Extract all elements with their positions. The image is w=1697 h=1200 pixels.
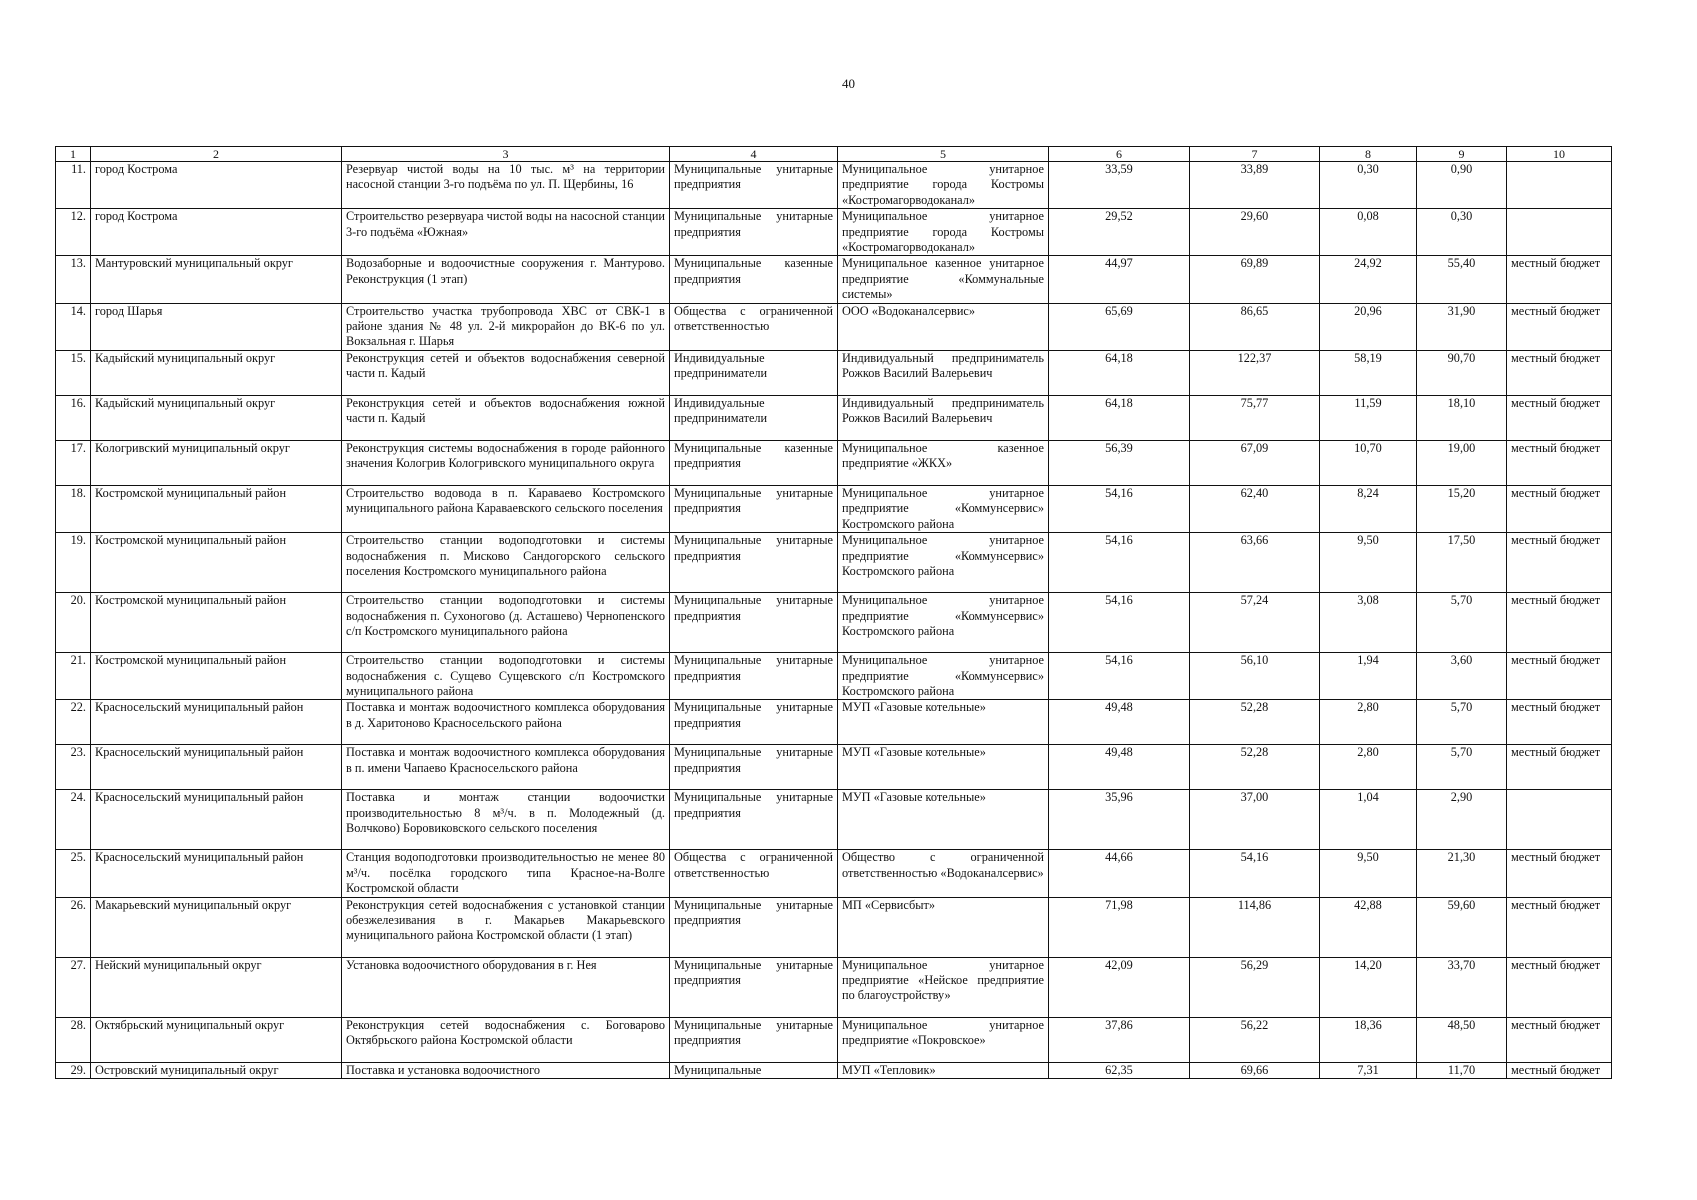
territory-cell: город Кострома (91, 209, 342, 256)
row-number-cell: 29. (56, 1062, 91, 1078)
operator-cell: Муниципальное унитарное предприятие «Коммунсервис» Костромского района (838, 533, 1049, 593)
value-col6-cell: 33,59 (1049, 162, 1190, 209)
value-col9-cell: 55,40 (1417, 256, 1507, 303)
project-cell: Реконструкция системы водоснабжения в городе районного значения Кологрив Кологривского муниципального округа (342, 440, 670, 485)
project-cell: Строительство водовода в п. Караваево Костромского муниципального района Караваевского сельского поселения (342, 485, 670, 532)
org-type-cell: Муниципальные унитарные предприятия (670, 957, 838, 1017)
value-col8-cell: 20,96 (1320, 303, 1417, 350)
row-number-cell: 14. (56, 303, 91, 350)
row-number-cell: 11. (56, 162, 91, 209)
org-type-cell: Муниципальные унитарные предприятия (670, 790, 838, 850)
org-type-cell: Муниципальные унитарные предприятия (670, 209, 838, 256)
operator-cell: МУП «Тепловик» (838, 1062, 1049, 1078)
table-row (56, 593, 1612, 653)
value-col8-cell: 11,59 (1320, 395, 1417, 440)
table-row (56, 395, 1612, 440)
funding-source-cell: местный бюджет (1507, 745, 1612, 790)
funding-source-cell (1507, 209, 1612, 256)
territory-cell: Кологривский муниципальный округ (91, 440, 342, 485)
value-col7-cell: 52,28 (1190, 700, 1320, 745)
row-number-cell: 22. (56, 700, 91, 745)
operator-cell: Муниципальное унитарное предприятие «Нейское предприятие по благоустройству» (838, 957, 1049, 1017)
project-cell: Поставка и монтаж станции водоочистки производительностью 8 м³/ч. в п. Молодежный (д. Волчково) Боровиковского сельского поселения (342, 790, 670, 850)
row-number-cell: 16. (56, 395, 91, 440)
value-col6-cell: 64,18 (1049, 350, 1190, 395)
value-col7-cell: 114,86 (1190, 897, 1320, 957)
operator-cell: Муниципальное унитарное предприятие «Коммунсервис» Костромского района (838, 593, 1049, 653)
funding-source-cell (1507, 162, 1612, 209)
value-col8-cell: 18,36 (1320, 1017, 1417, 1062)
funding-source-cell: местный бюджет (1507, 395, 1612, 440)
value-col8-cell: 2,80 (1320, 745, 1417, 790)
project-cell: Реконструкция сетей водоснабжения с установкой станции обезжелезивания в г. Макарьев Макарьевского муниципального района Костромской области (1 этап) (342, 897, 670, 957)
table-row (56, 1017, 1612, 1062)
operator-cell: МУП «Газовые котельные» (838, 700, 1049, 745)
row-number-cell: 26. (56, 897, 91, 957)
project-cell: Станция водоподготовки производительностью не менее 80 м³/ч. посёлка городского типа Красное-на-Волге Костромской области (342, 850, 670, 897)
table-row (56, 700, 1612, 745)
territory-cell: город Шарья (91, 303, 342, 350)
value-col7-cell: 86,65 (1190, 303, 1320, 350)
funding-source-cell: местный бюджет (1507, 440, 1612, 485)
operator-cell: МУП «Газовые котельные» (838, 790, 1049, 850)
value-col9-cell: 15,20 (1417, 485, 1507, 532)
value-col6-cell: 54,16 (1049, 653, 1190, 700)
column-header: 10 (1507, 147, 1612, 162)
territory-cell: Кадыйский муниципальный округ (91, 350, 342, 395)
operator-cell: Муниципальное унитарное предприятие «Коммунсервис» Костромского района (838, 485, 1049, 532)
org-type-cell: Муниципальные унитарные предприятия (670, 653, 838, 700)
value-col9-cell: 17,50 (1417, 533, 1507, 593)
column-header: 4 (670, 147, 838, 162)
value-col7-cell: 56,22 (1190, 1017, 1320, 1062)
operator-cell: Муниципальное унитарное предприятие города Костромы «Костромагорводоканал» (838, 209, 1049, 256)
operator-cell: Индивидуальный предприниматель Рожков Василий Валерьевич (838, 395, 1049, 440)
table-row (56, 209, 1612, 256)
column-header: 3 (342, 147, 670, 162)
territory-cell: Красносельский муниципальный район (91, 850, 342, 897)
page-number: 40 (842, 76, 855, 91)
operator-cell: Муниципальное унитарное предприятие города Костромы «Костромагорводоканал» (838, 162, 1049, 209)
table-body (56, 162, 1612, 1079)
project-cell: Строительство резервуара чистой воды на насосной станции 3-го подъёма «Южная» (342, 209, 670, 256)
value-col9-cell: 5,70 (1417, 700, 1507, 745)
value-col8-cell: 9,50 (1320, 533, 1417, 593)
org-type-cell: Муниципальные (670, 1062, 838, 1078)
operator-cell: Муниципальное казенное предприятие «ЖКХ» (838, 440, 1049, 485)
value-col6-cell: 42,09 (1049, 957, 1190, 1017)
operator-cell: МУП «Газовые котельные» (838, 745, 1049, 790)
org-type-cell: Муниципальные унитарные предприятия (670, 485, 838, 532)
row-number-cell: 23. (56, 745, 91, 790)
territory-cell: Красносельский муниципальный район (91, 790, 342, 850)
row-number-cell: 17. (56, 440, 91, 485)
org-type-cell: Муниципальные унитарные предприятия (670, 745, 838, 790)
table-row (56, 850, 1612, 897)
value-col9-cell: 5,70 (1417, 745, 1507, 790)
value-col6-cell: 49,48 (1049, 745, 1190, 790)
column-header: 1 (56, 147, 91, 162)
org-type-cell: Муниципальные унитарные предприятия (670, 1017, 838, 1062)
value-col9-cell: 0,90 (1417, 162, 1507, 209)
project-cell: Реконструкция сетей водоснабжения с. Боговарово Октябрьского района Костромской области (342, 1017, 670, 1062)
project-cell: Строительство станции водоподготовки и системы водоснабжения п. Сухоногово (д. Асташево) Чернопенского с/п Костромского муниципального района (342, 593, 670, 653)
value-col7-cell: 67,09 (1190, 440, 1320, 485)
funding-source-cell: местный бюджет (1507, 897, 1612, 957)
funding-source-cell: местный бюджет (1507, 957, 1612, 1017)
column-header: 5 (838, 147, 1049, 162)
value-col8-cell: 7,31 (1320, 1062, 1417, 1078)
org-type-cell: Муниципальные унитарные предприятия (670, 897, 838, 957)
value-col7-cell: 57,24 (1190, 593, 1320, 653)
funding-source-cell: местный бюджет (1507, 303, 1612, 350)
operator-cell: Общество с ограниченной ответственностью «Водоканалсервис» (838, 850, 1049, 897)
value-col9-cell: 59,60 (1417, 897, 1507, 957)
territory-cell: Нейский муниципальный округ (91, 957, 342, 1017)
project-cell: Реконструкция сетей и объектов водоснабжения северной части п. Кадый (342, 350, 670, 395)
header-row (56, 147, 1612, 162)
value-col6-cell: 49,48 (1049, 700, 1190, 745)
value-col8-cell: 2,80 (1320, 700, 1417, 745)
value-col7-cell: 56,29 (1190, 957, 1320, 1017)
project-cell: Резервуар чистой воды на 10 тыс. м³ на территории насосной станции 3-го подъёма по ул. П. Щербины, 16 (342, 162, 670, 209)
table-row (56, 790, 1612, 850)
value-col8-cell: 58,19 (1320, 350, 1417, 395)
row-number-cell: 13. (56, 256, 91, 303)
value-col7-cell: 29,60 (1190, 209, 1320, 256)
value-col7-cell: 69,66 (1190, 1062, 1320, 1078)
column-header: 6 (1049, 147, 1190, 162)
value-col9-cell: 21,30 (1417, 850, 1507, 897)
value-col6-cell: 56,39 (1049, 440, 1190, 485)
funding-source-cell: местный бюджет (1507, 700, 1612, 745)
funding-source-cell: местный бюджет (1507, 850, 1612, 897)
value-col9-cell: 18,10 (1417, 395, 1507, 440)
value-col8-cell: 1,94 (1320, 653, 1417, 700)
column-header: 2 (91, 147, 342, 162)
value-col6-cell: 71,98 (1049, 897, 1190, 957)
table-row (56, 162, 1612, 209)
project-cell: Поставка и монтаж водоочистного комплекса оборудования в п. имени Чапаево Красносельского района (342, 745, 670, 790)
value-col8-cell: 14,20 (1320, 957, 1417, 1017)
operator-cell: Муниципальное казенное унитарное предприятие «Коммунальные системы» (838, 256, 1049, 303)
territory-cell: Костромской муниципальный район (91, 533, 342, 593)
value-col6-cell: 37,86 (1049, 1017, 1190, 1062)
project-cell: Поставка и установка водоочистного (342, 1062, 670, 1078)
value-col8-cell: 9,50 (1320, 850, 1417, 897)
value-col7-cell: 122,37 (1190, 350, 1320, 395)
project-cell: Водозаборные и водоочистные сооружения г. Мантурово. Реконструкция (1 этап) (342, 256, 670, 303)
territory-cell: Октябрьский муниципальный округ (91, 1017, 342, 1062)
table-row (56, 745, 1612, 790)
org-type-cell: Муниципальные казенные предприятия (670, 440, 838, 485)
value-col6-cell: 62,35 (1049, 1062, 1190, 1078)
value-col7-cell: 62,40 (1190, 485, 1320, 532)
funding-source-cell: местный бюджет (1507, 485, 1612, 532)
column-header: 7 (1190, 147, 1320, 162)
funding-source-cell: местный бюджет (1507, 533, 1612, 593)
value-col8-cell: 42,88 (1320, 897, 1417, 957)
funding-source-cell: местный бюджет (1507, 653, 1612, 700)
value-col7-cell: 75,77 (1190, 395, 1320, 440)
value-col9-cell: 33,70 (1417, 957, 1507, 1017)
value-col7-cell: 52,28 (1190, 745, 1320, 790)
funding-source-cell: местный бюджет (1507, 256, 1612, 303)
territory-cell: Красносельский муниципальный район (91, 745, 342, 790)
funding-source-cell: местный бюджет (1507, 350, 1612, 395)
value-col6-cell: 65,69 (1049, 303, 1190, 350)
org-type-cell: Муниципальные унитарные предприятия (670, 593, 838, 653)
territory-cell: Костромской муниципальный район (91, 653, 342, 700)
value-col6-cell: 54,16 (1049, 593, 1190, 653)
operator-cell: Муниципальное унитарное предприятие «Покровское» (838, 1017, 1049, 1062)
table-row (56, 533, 1612, 593)
operator-cell: ООО «Водоканалсервис» (838, 303, 1049, 350)
value-col6-cell: 44,66 (1049, 850, 1190, 897)
column-header: 8 (1320, 147, 1417, 162)
table-row (56, 1062, 1612, 1078)
value-col6-cell: 54,16 (1049, 485, 1190, 532)
value-col6-cell: 44,97 (1049, 256, 1190, 303)
org-type-cell: Муниципальные унитарные предприятия (670, 533, 838, 593)
value-col7-cell: 54,16 (1190, 850, 1320, 897)
funding-source-cell: местный бюджет (1507, 1017, 1612, 1062)
value-col7-cell: 33,89 (1190, 162, 1320, 209)
project-cell: Установка водоочистного оборудования в г. Нея (342, 957, 670, 1017)
table-row (56, 897, 1612, 957)
org-type-cell: Муниципальные унитарные предприятия (670, 162, 838, 209)
value-col7-cell: 63,66 (1190, 533, 1320, 593)
value-col9-cell: 48,50 (1417, 1017, 1507, 1062)
value-col8-cell: 3,08 (1320, 593, 1417, 653)
value-col9-cell: 90,70 (1417, 350, 1507, 395)
table-row (56, 440, 1612, 485)
table-row (56, 957, 1612, 1017)
value-col8-cell: 0,08 (1320, 209, 1417, 256)
value-col7-cell: 56,10 (1190, 653, 1320, 700)
row-number-cell: 18. (56, 485, 91, 532)
value-col7-cell: 37,00 (1190, 790, 1320, 850)
org-type-cell: Муниципальные казенные предприятия (670, 256, 838, 303)
territory-cell: Костромской муниципальный район (91, 593, 342, 653)
project-cell: Поставка и монтаж водоочистного комплекса оборудования в д. Харитоново Красносельского района (342, 700, 670, 745)
table-row (56, 303, 1612, 350)
row-number-cell: 12. (56, 209, 91, 256)
value-col9-cell: 5,70 (1417, 593, 1507, 653)
value-col9-cell: 2,90 (1417, 790, 1507, 850)
territory-cell: Мантуровский муниципальный округ (91, 256, 342, 303)
value-col8-cell: 24,92 (1320, 256, 1417, 303)
registry-table (55, 146, 1612, 1079)
value-col6-cell: 54,16 (1049, 533, 1190, 593)
value-col8-cell: 0,30 (1320, 162, 1417, 209)
value-col6-cell: 64,18 (1049, 395, 1190, 440)
value-col9-cell: 3,60 (1417, 653, 1507, 700)
operator-cell: МП «Сервисбыт» (838, 897, 1049, 957)
project-cell: Строительство станции водоподготовки и системы водоснабжения с. Сущево Сущевского с/п Костромского муниципального района (342, 653, 670, 700)
funding-source-cell: местный бюджет (1507, 1062, 1612, 1078)
org-type-cell: Общества с ограниченной ответственностью (670, 850, 838, 897)
value-col9-cell: 0,30 (1417, 209, 1507, 256)
value-col9-cell: 11,70 (1417, 1062, 1507, 1078)
row-number-cell: 24. (56, 790, 91, 850)
territory-cell: Кадыйский муниципальный округ (91, 395, 342, 440)
value-col6-cell: 35,96 (1049, 790, 1190, 850)
project-cell: Реконструкция сетей и объектов водоснабжения южной части п. Кадый (342, 395, 670, 440)
value-col9-cell: 31,90 (1417, 303, 1507, 350)
row-number-cell: 27. (56, 957, 91, 1017)
row-number-cell: 25. (56, 850, 91, 897)
org-type-cell: Муниципальные унитарные предприятия (670, 700, 838, 745)
value-col6-cell: 29,52 (1049, 209, 1190, 256)
value-col8-cell: 8,24 (1320, 485, 1417, 532)
table-row (56, 350, 1612, 395)
territory-cell: Красносельский муниципальный район (91, 700, 342, 745)
operator-cell: Муниципальное унитарное предприятие «Коммунсервис» Костромского района (838, 653, 1049, 700)
org-type-cell: Общества с ограниченной ответственностью (670, 303, 838, 350)
funding-source-cell: местный бюджет (1507, 593, 1612, 653)
row-number-cell: 19. (56, 533, 91, 593)
row-number-cell: 15. (56, 350, 91, 395)
project-cell: Строительство участка трубопровода ХВС от СВК-1 в районе здания № 48 ул. 2-й микрорайон до ВК-6 по ул. Вокзальная г. Шарья (342, 303, 670, 350)
operator-cell: Индивидуальный предприниматель Рожков Василий Валерьевич (838, 350, 1049, 395)
value-col7-cell: 69,89 (1190, 256, 1320, 303)
territory-cell: Костромской муниципальный район (91, 485, 342, 532)
value-col8-cell: 1,04 (1320, 790, 1417, 850)
territory-cell: город Кострома (91, 162, 342, 209)
funding-source-cell (1507, 790, 1612, 850)
org-type-cell: Индивидуальные предприниматели (670, 350, 838, 395)
table-row (56, 256, 1612, 303)
row-number-cell: 21. (56, 653, 91, 700)
territory-cell: Островский муниципальный округ (91, 1062, 342, 1078)
row-number-cell: 28. (56, 1017, 91, 1062)
project-cell: Строительство станции водоподготовки и системы водоснабжения п. Мисково Сандогорского сельского поселения Костромского муниципального района (342, 533, 670, 593)
row-number-cell: 20. (56, 593, 91, 653)
territory-cell: Макарьевский муниципальный округ (91, 897, 342, 957)
org-type-cell: Индивидуальные предприниматели (670, 395, 838, 440)
table-row (56, 653, 1612, 700)
table-row (56, 485, 1612, 532)
column-header: 9 (1417, 147, 1507, 162)
value-col8-cell: 10,70 (1320, 440, 1417, 485)
value-col9-cell: 19,00 (1417, 440, 1507, 485)
